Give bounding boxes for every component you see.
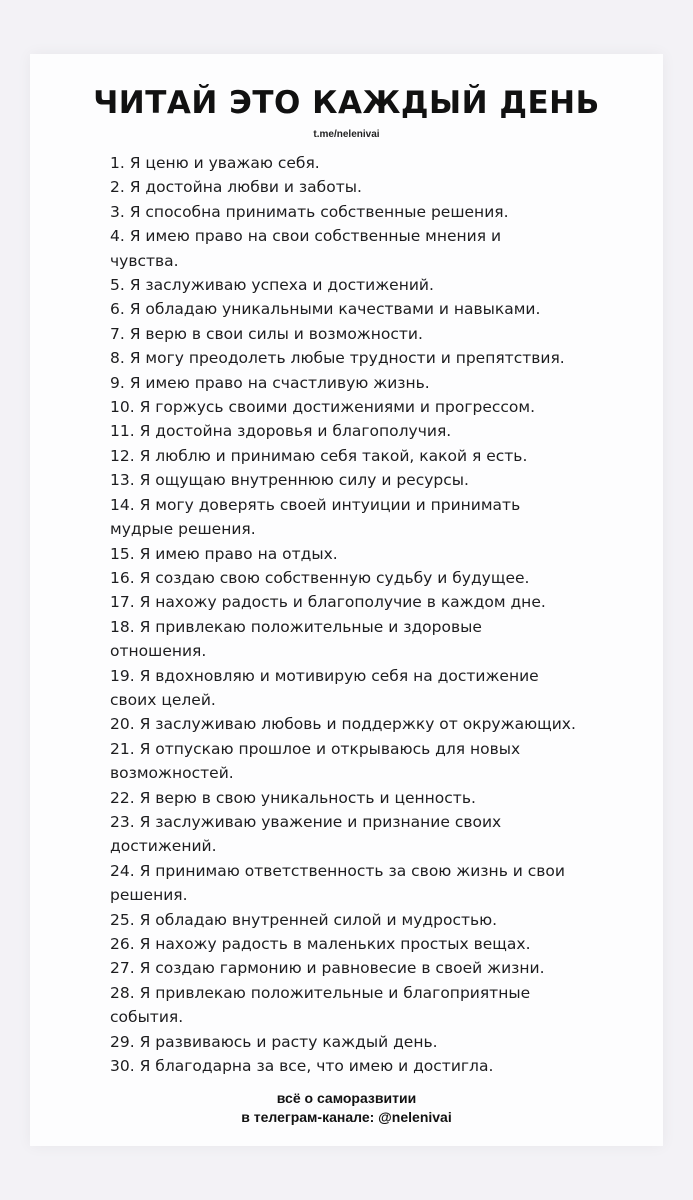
list-item: 18. Я привлекаю положительные и здоровые (110, 617, 482, 636)
list-item: 14. Я могу доверять своей интуиции и принимать (110, 495, 521, 514)
list-item: 17. Я нахожу радость и благополучие в каждом дне. (110, 593, 546, 612)
footer-line-1: всё о саморазвитии (276, 1090, 417, 1106)
list-item: события. (110, 1008, 184, 1027)
list-item: 24. Я принимаю ответственность за свою жизнь и свои (110, 861, 565, 880)
list-item: 29. Я развиваюсь и расту каждый день. (110, 1032, 438, 1051)
list-item: 19. Я вдохновляю и мотивирую себя на достижение (110, 666, 539, 685)
page-title: ЧИТАЙ ЭТО КАЖДЫЙ ДЕНЬ (93, 85, 600, 121)
list-item: 23. Я заслуживаю уважение и признание своих (110, 812, 502, 831)
list-item: отношения. (110, 642, 207, 661)
list-item: 27. Я создаю гармонию и равновесие в своей жизни. (110, 959, 545, 978)
list-item: 9. Я имею право на счастливую жизнь. (110, 373, 430, 392)
list-item: 10. Я горжусь своими достижениями и прогрессом. (110, 398, 536, 417)
list-item: 1. Я ценю и уважаю себя. (110, 154, 320, 172)
affirmations-card (30, 54, 663, 1146)
list-item: 25. Я обладаю внутренней силой и мудростью. (110, 910, 498, 929)
list-item: 28. Я привлекаю положительные и благоприятные (110, 983, 531, 1002)
list-item: 3. Я способна принимать собственные решения. (110, 202, 509, 221)
footer (30, 1089, 663, 1127)
telegram-link[interactable]: t.me/nelenivai (313, 129, 380, 140)
list-item: возможностей. (110, 764, 234, 783)
list-item: 26. Я нахожу радость в маленьких простых вещах. (110, 935, 531, 953)
list-item: 5. Я заслуживаю успеха и достижений. (110, 276, 434, 295)
list-item: 11. Я достойна здоровья и благополучия. (110, 422, 452, 441)
list-item: мудрые решения. (110, 520, 256, 539)
list-item: 21. Я отпускаю прошлое и открываюсь для новых (110, 739, 521, 758)
affirmations-list (110, 151, 590, 1078)
footer-line-2: в телеграм-канале: @nelenivai (241, 1109, 452, 1125)
list-item: 7. Я верю в свои силы и возможности. (110, 324, 423, 343)
list-item: достижений. (110, 837, 217, 856)
list-item: 13. Я ощущаю внутреннюю силу и ресурсы. (110, 471, 469, 490)
list-item: 12. Я люблю и принимаю себя такой, какой я есть. (110, 446, 528, 465)
list-item: 4. Я имею право на свои собственные мнения и (110, 227, 502, 246)
list-item: 2. Я достойна любви и заботы. (110, 178, 362, 197)
list-item: 8. Я могу преодолеть любые трудности и препятствия. (110, 349, 565, 368)
list-item: чувства. (110, 251, 179, 270)
list-item: 15. Я имею право на отдых. (110, 544, 338, 563)
list-item: своих целей. (110, 690, 216, 709)
list-item: 30. Я благодарна за все, что имею и достигла. (110, 1057, 494, 1076)
list-item: 16. Я создаю свою собственную судьбу и будущее. (110, 568, 530, 587)
list-item: 22. Я верю в свою уникальность и ценность. (110, 788, 476, 807)
list-item: решения. (110, 886, 188, 905)
list-item: 20. Я заслуживаю любовь и поддержку от окружающих. (110, 715, 576, 734)
list-item: 6. Я обладаю уникальными качествами и навыками. (110, 300, 541, 319)
